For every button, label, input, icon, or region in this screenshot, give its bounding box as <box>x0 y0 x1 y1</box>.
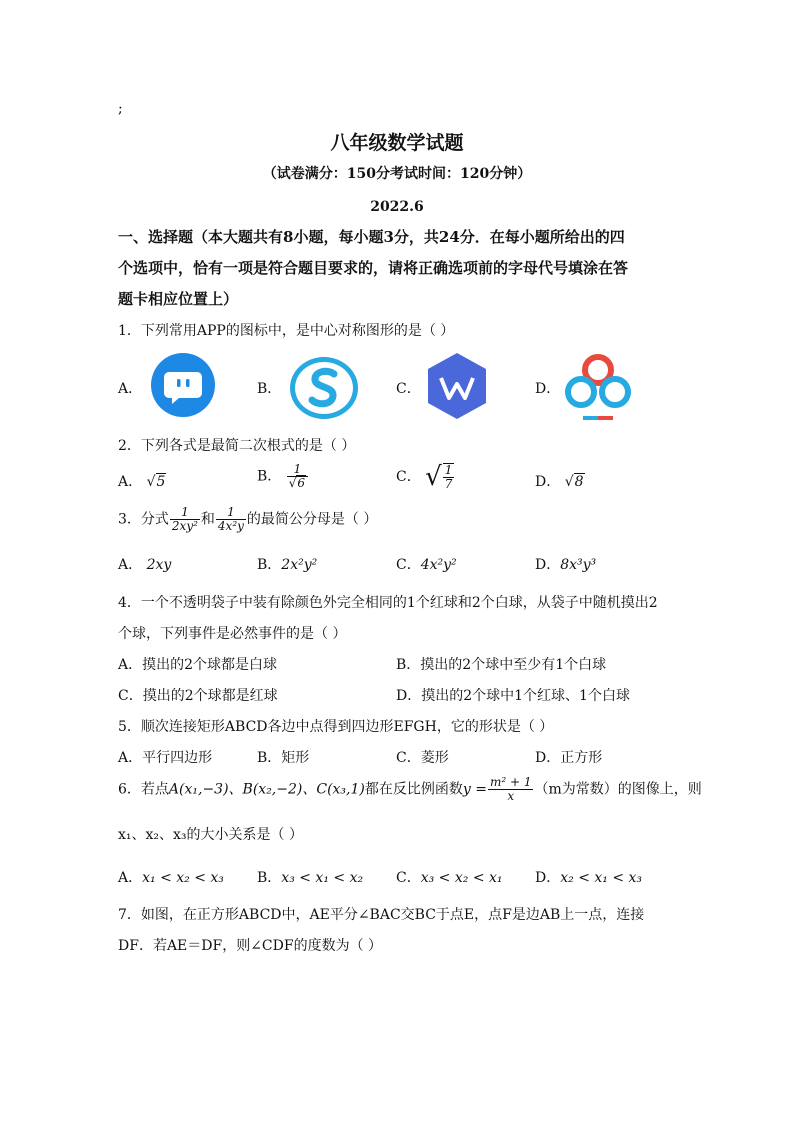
question-7-stem-line-2: DF．若AE＝DF，则∠CDF的度数为（ ） <box>118 938 383 954</box>
q5-option-a: A．平行四边形 <box>118 750 213 766</box>
q6-points: A(x₁,−3)、B(x₂,−2)、C(x₃,1) <box>168 781 365 798</box>
section-heading-line-2: 个选项中，恰有一项是符合题目要求的，请将正确选项前的字母代号填涂在答 <box>118 259 629 277</box>
q3-option-b: B．2x²y² <box>257 557 318 573</box>
section-heading-line-3: 题卡相应位置上） <box>118 290 239 308</box>
q3-option-d: D．8x³y³ <box>535 557 597 573</box>
q2-option-c-label: C． <box>396 469 421 485</box>
q1-option-a-label: A． <box>118 381 143 397</box>
q3-option-c: C．4x²y² <box>396 557 457 573</box>
stray-mark: ; <box>118 101 123 117</box>
q1-option-b-label: B． <box>257 381 282 397</box>
question-3-stem: 3．分式 $\frac{1}{\text{2xy²}}$ 和 $\frac{1}{\text{4x²y}}$ 的最简公分母是（ ） <box>118 505 378 533</box>
section-heading-line-1: 一、选择题（本大题共有8小题，每小题3分，共24分．在每小题所给出的四 <box>118 228 625 246</box>
q5-option-c: C．菱形 <box>396 750 449 766</box>
q2-option-b-expr: $\frac{1}{√6}$ <box>287 463 308 490</box>
q2-option-a-expr: √5 <box>146 474 166 490</box>
question-5-stem: 5．顺次连接矩形ABCD各边中点得到四边形EFGH，它的形状是（ ） <box>118 719 554 735</box>
wps-office-icon <box>426 352 488 420</box>
q4-option-b: B．摸出的2个球中至少有1个白球 <box>396 657 607 673</box>
q2-option-a-label: A． <box>118 474 143 490</box>
exam-date: 2022.6 <box>370 199 424 215</box>
question-7-stem-line-1: 7．如图，在正方形ABCD中，AE平分∠BAC交BC于点E，点F是边AB上一点，连接 <box>118 907 645 923</box>
q2-option-a <box>118 473 166 491</box>
question-4-stem-line-1: 4．一个不透明袋子中装有除颜色外完全相同的1个红球和2个白球，从袋子中随机摸出2 <box>118 595 658 611</box>
q6-option-c: C．x₃ < x₂ < x₁ <box>396 870 503 886</box>
q1-option-c-label: C． <box>396 381 421 397</box>
q6-option-d: D．x₂ < x₁ < x₃ <box>535 870 643 886</box>
q2-option-b <box>257 463 309 503</box>
chat-app-icon <box>150 352 216 418</box>
q6-option-b: B．x₃ < x₁ < x₂ <box>257 870 364 886</box>
q4-option-c: C．摸出的2个球都是红球 <box>118 688 278 704</box>
q2-option-c: C． √ $\frac{1}{7}$ <box>396 462 453 492</box>
q2-option-c-expr: $\frac{1}{7}$ <box>444 463 453 491</box>
question-6-stem-line-2: x₁、x₂、x₃的大小关系是（ ） <box>118 827 303 843</box>
sogou-s-icon <box>288 355 360 421</box>
question-2-stem: 2．下列各式是最简二次根式的是（ ） <box>118 438 356 454</box>
q2-option-b-label: B． <box>257 468 282 485</box>
q1-option-d-label: D． <box>535 381 561 397</box>
q2-option-d <box>535 473 585 491</box>
q5-option-d: D．正方形 <box>535 750 603 766</box>
q4-option-a: A．摸出的2个球都是白球 <box>118 657 278 673</box>
question-6-stem: 6．若点A(x₁,−3)、B(x₂,−2)、C(x₃,1)都在反比例函数y = $\frac{\text{m² + 1}}{x}$ （m为常数）的图像上，则 <box>118 775 702 803</box>
q5-option-b: B．矩形 <box>257 750 310 766</box>
q3-fraction-1: $\frac{1}{\text{2xy²}}$ <box>171 505 198 533</box>
q3-fraction-2: $\frac{1}{\text{4x²y}}$ <box>217 505 244 533</box>
question-4-stem-line-2: 个球，下列事件是必然事件的是（ ） <box>118 626 347 642</box>
q4-option-d: D．摸出的2个球中1个红球、1个白球 <box>396 688 630 704</box>
q6-function-fraction: $\frac{\text{m² + 1}}{x}$ <box>489 775 532 803</box>
q3-option-a: A． 2xy <box>118 557 172 573</box>
baidu-netdisk-icon <box>563 350 633 424</box>
question-1-stem: 1．下列常用APP的图标中，是中心对称图形的是（ ） <box>118 323 455 339</box>
q6-option-a: A．x₁ < x₂ < x₃ <box>118 870 224 886</box>
exam-subtitle: （试卷满分：150分考试时间：120分钟） <box>262 166 532 182</box>
page-title: 八年级数学试题 <box>330 132 464 154</box>
q2-option-d-expr: √8 <box>564 474 584 490</box>
q2-option-d-label: D． <box>535 474 561 490</box>
